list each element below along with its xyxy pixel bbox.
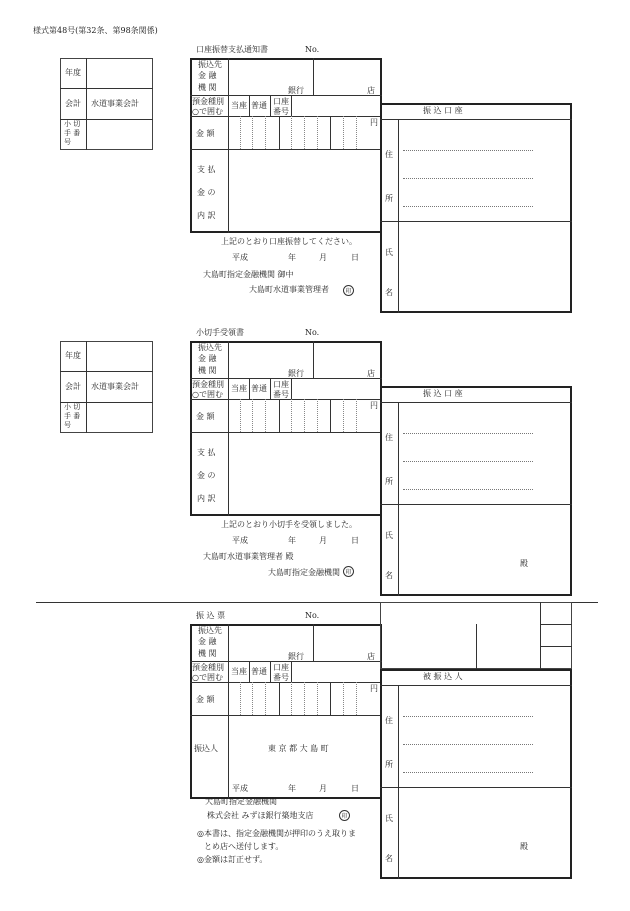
h-line	[380, 504, 572, 505]
dotted-line	[240, 399, 241, 432]
form-title: 小切手受領書	[196, 328, 244, 337]
v-line	[398, 402, 399, 596]
tsuki-label: 月	[319, 784, 327, 793]
dotted-line	[291, 116, 292, 149]
dotted-line	[304, 682, 305, 715]
v-line	[228, 715, 229, 799]
addressee: 大島町指定金融機関 御中	[203, 270, 294, 279]
kikan-label: 機 関	[198, 83, 217, 92]
v-line	[228, 682, 229, 715]
futsu-label: 普通	[251, 667, 267, 676]
kikan-label: 機 関	[198, 649, 217, 658]
furikomisaki-label: 振込先	[198, 626, 222, 635]
h-line	[190, 432, 382, 433]
yokin-label-2: ○で囲む	[192, 390, 223, 399]
main-form-box	[190, 341, 382, 516]
sho-label: 所	[385, 477, 393, 486]
v-line	[540, 602, 541, 669]
heisei-label: 平成	[232, 536, 248, 545]
sender: 大島町指定金融機関	[268, 568, 340, 577]
koza-label-2: 番号	[273, 673, 289, 682]
furikomisaki-label: 振込先	[198, 60, 222, 69]
dotted-line	[240, 116, 241, 149]
dotted-line	[252, 682, 253, 715]
dotted-line	[356, 682, 357, 715]
yokin-label-2: ○で囲む	[192, 673, 223, 682]
v-line	[398, 685, 399, 879]
v-line	[279, 116, 280, 149]
v-line	[228, 432, 229, 516]
v-line	[313, 58, 314, 95]
kaikei-value: 水道事業会計	[91, 382, 139, 391]
nendo-label: 年度	[65, 68, 81, 77]
tono-label: 殿	[520, 842, 528, 851]
yen-label: 円	[370, 401, 378, 410]
note-2: とめ店へ送付します。	[204, 842, 284, 851]
address-header: 被 振 込 人	[423, 672, 463, 681]
ginko-label: 銀行	[288, 86, 304, 95]
v-line	[330, 399, 331, 432]
yokin-label-1: 預金種別	[192, 97, 224, 106]
hi-label: 日	[351, 536, 359, 545]
h-line	[190, 116, 382, 117]
dotted-line	[240, 682, 241, 715]
v-line	[313, 341, 314, 378]
ginko-label: 銀行	[288, 369, 304, 378]
v-line	[86, 341, 87, 433]
v-line	[313, 624, 314, 661]
yokin-label-1: 預金種別	[192, 380, 224, 389]
h-line	[380, 119, 572, 120]
ju-label: 住	[385, 150, 393, 159]
kin-label: 金 融	[198, 637, 217, 646]
v-line	[228, 95, 229, 116]
koza-label-1: 口座	[273, 380, 289, 389]
dotted-line	[265, 399, 266, 432]
hi-label: 日	[351, 784, 359, 793]
seal-mark: 印	[343, 285, 354, 296]
toza-label: 当座	[231, 667, 247, 676]
nendo-label: 年度	[65, 351, 81, 360]
mei-label: 名	[385, 571, 393, 580]
dotted-line	[403, 489, 533, 490]
kaikei-label: 会計	[65, 382, 81, 391]
ginko-label: 銀行	[288, 652, 304, 661]
koza-label-1: 口座	[273, 663, 289, 672]
dotted-line	[403, 744, 533, 745]
v-line	[270, 95, 271, 116]
v-line	[228, 624, 229, 661]
koza-label-2: 番号	[273, 390, 289, 399]
dotted-line	[343, 399, 344, 432]
kikan-label: 機 関	[198, 366, 217, 375]
dotted-line	[403, 206, 533, 207]
bank-name-2: 株式会社 みずほ銀行築地支店	[207, 811, 314, 820]
tono-label: 殿	[520, 559, 528, 568]
seal-mark: 印	[343, 566, 354, 577]
ju-label: 住	[385, 433, 393, 442]
sho-label: 所	[385, 760, 393, 769]
ten-label: 店	[367, 369, 375, 378]
yokin-label-1: 預金種別	[192, 663, 224, 672]
address-box	[380, 386, 572, 596]
kogitte-label: 小 切 手 番 号	[64, 120, 81, 146]
shiharai-label: 支 払	[197, 448, 216, 457]
uchiwake-label: 内 訳	[197, 494, 216, 503]
address-box	[380, 669, 572, 879]
message-text: 上記のとおり口座振替してください。	[221, 237, 357, 246]
kingaku-label: 金 額	[196, 412, 215, 421]
shiharai-label: 支 払	[197, 165, 216, 174]
sho-label: 所	[385, 194, 393, 203]
uchiwake-label: 内 訳	[197, 211, 216, 220]
bank-name-1: 大島町指定金融機関	[205, 797, 277, 806]
toza-label: 当座	[231, 101, 247, 110]
dotted-line	[317, 682, 318, 715]
dotted-line	[304, 399, 305, 432]
mei-label: 名	[385, 854, 393, 863]
seal-mark: 印	[339, 810, 350, 821]
v-line	[228, 399, 229, 432]
kin-label: 金 融	[198, 354, 217, 363]
number-label: No.	[305, 45, 320, 54]
h-line	[190, 95, 382, 96]
kin-no-label: 金 の	[197, 471, 216, 480]
addressee: 大島町水道事業管理者 殿	[203, 552, 294, 561]
kaikei-label: 会計	[65, 99, 81, 108]
h-line	[380, 685, 572, 686]
form-title: 振 込 票	[196, 611, 226, 620]
shi-label: 氏	[385, 248, 393, 257]
dotted-line	[356, 116, 357, 149]
v-line	[228, 116, 229, 149]
nen-label: 年	[288, 536, 296, 545]
v-line	[86, 58, 87, 150]
shi-label: 氏	[385, 531, 393, 540]
kogitte-label: 小 切 手 番 号	[64, 403, 81, 429]
v-line	[330, 682, 331, 715]
dotted-line	[291, 399, 292, 432]
main-form-box	[190, 58, 382, 233]
tsuki-label: 月	[319, 536, 327, 545]
v-line	[398, 119, 399, 313]
dotted-line	[304, 116, 305, 149]
ju-label: 住	[385, 716, 393, 725]
shi-label: 氏	[385, 814, 393, 823]
dotted-line	[291, 682, 292, 715]
h-line	[540, 624, 572, 625]
v-line	[228, 341, 229, 378]
h-line	[190, 378, 382, 379]
h-line	[380, 787, 572, 788]
furikomi-nin-label: 振込人	[194, 744, 218, 753]
hi-label: 日	[351, 253, 359, 262]
h-line	[190, 149, 382, 150]
ten-label: 店	[367, 652, 375, 661]
v-line	[279, 682, 280, 715]
dotted-line	[403, 461, 533, 462]
dotted-line	[403, 772, 533, 773]
v-line	[270, 378, 271, 399]
v-line	[291, 95, 292, 116]
dotted-line	[403, 433, 533, 434]
tsuki-label: 月	[319, 253, 327, 262]
kingaku-label: 金 額	[196, 695, 215, 704]
futsu-label: 普通	[251, 101, 267, 110]
sender: 大島町水道事業管理者	[249, 285, 329, 294]
dotted-line	[403, 178, 533, 179]
v-line	[249, 661, 250, 682]
v-line	[228, 149, 229, 233]
dotted-line	[252, 399, 253, 432]
toza-label: 当座	[231, 384, 247, 393]
dotted-line	[356, 399, 357, 432]
h-line	[190, 715, 382, 716]
ten-label: 店	[367, 86, 375, 95]
v-line	[228, 58, 229, 95]
dotted-line	[343, 682, 344, 715]
v-line	[291, 661, 292, 682]
note-1: ◎本書は、指定金融機関が押印のうえ取りま	[197, 829, 356, 838]
h-line	[190, 399, 382, 400]
v-line	[476, 624, 477, 669]
heisei-label: 平成	[232, 253, 248, 262]
kaikei-value: 水道事業会計	[91, 99, 139, 108]
form-title: 口座振替支払通知書	[196, 45, 268, 54]
kin-label: 金 融	[198, 71, 217, 80]
form-code: 様式第48号(第32条、第98条関係)	[33, 26, 158, 35]
v-line	[270, 661, 271, 682]
nen-label: 年	[288, 784, 296, 793]
v-line	[249, 378, 250, 399]
yen-label: 円	[370, 684, 378, 693]
furikomisaki-label: 振込先	[198, 343, 222, 352]
nen-label: 年	[288, 253, 296, 262]
dotted-line	[343, 116, 344, 149]
kingaku-label: 金 額	[196, 129, 215, 138]
note-3: ◎金額は訂正せず。	[197, 855, 268, 864]
dotted-line	[252, 116, 253, 149]
dotted-line	[265, 116, 266, 149]
address-header: 振 込 口 座	[423, 389, 463, 398]
v-line	[228, 378, 229, 399]
number-label: No.	[305, 328, 320, 337]
v-line	[279, 399, 280, 432]
v-line	[249, 95, 250, 116]
address-box	[380, 103, 572, 313]
dotted-line	[317, 399, 318, 432]
koza-label-2: 番号	[273, 107, 289, 116]
h-line	[190, 661, 382, 662]
heisei-label: 平成	[232, 784, 248, 793]
futsu-label: 普通	[251, 384, 267, 393]
h-line	[380, 402, 572, 403]
kin-no-label: 金 の	[197, 188, 216, 197]
dotted-line	[403, 716, 533, 717]
h-line	[540, 646, 572, 647]
h-line	[60, 88, 153, 89]
v-line	[228, 661, 229, 682]
h-line	[380, 221, 572, 222]
dotted-line	[403, 150, 533, 151]
v-line	[291, 378, 292, 399]
furikomi-nin-value: 東 京 都 大 島 町	[268, 744, 329, 753]
main-form-box	[190, 624, 382, 799]
address-header: 振 込 口 座	[423, 106, 463, 115]
dotted-line	[317, 116, 318, 149]
h-line	[60, 371, 153, 372]
yen-label: 円	[370, 118, 378, 127]
mei-label: 名	[385, 288, 393, 297]
yokin-label-2: ○で囲む	[192, 107, 223, 116]
v-line	[330, 116, 331, 149]
number-label: No.	[305, 611, 320, 620]
h-line	[190, 682, 382, 683]
message-text: 上記のとおり小切手を受領しました。	[221, 520, 357, 529]
koza-label-1: 口座	[273, 97, 289, 106]
dotted-line	[265, 682, 266, 715]
